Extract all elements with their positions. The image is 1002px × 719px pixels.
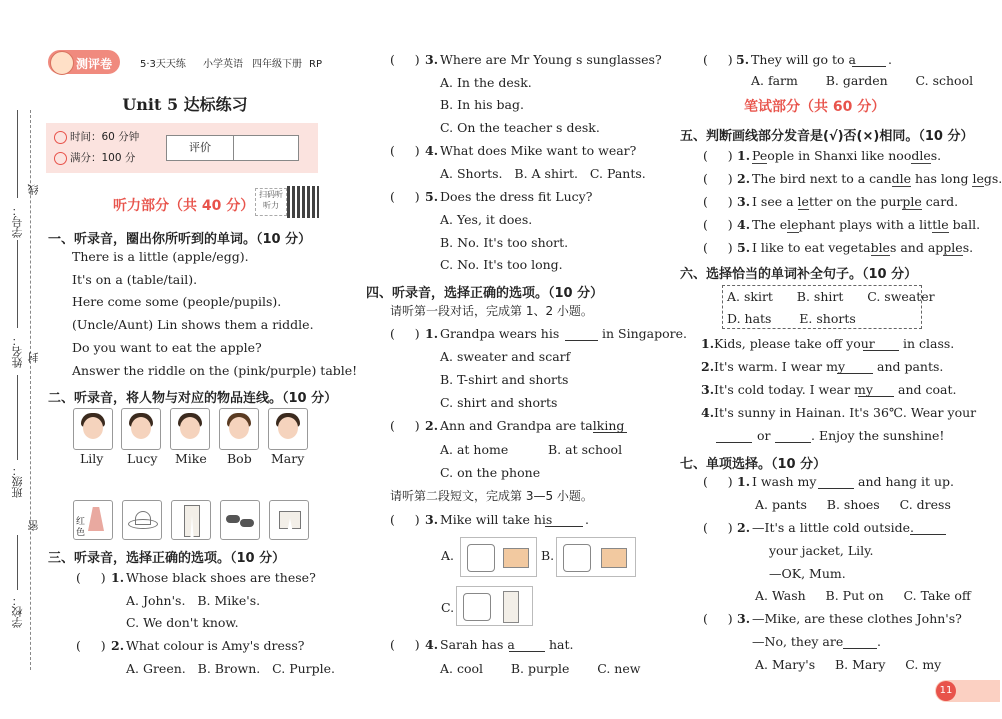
s3-q1-text: Whose black shoes are these?: [126, 570, 316, 585]
s3-q4-options: A. Shorts. B. A shirt. C. Pants.: [440, 166, 646, 181]
s3-q4-paren[interactable]: ( ): [390, 143, 420, 158]
s7-q3-num: 3.: [737, 611, 751, 626]
class-label: 班级：: [11, 465, 24, 498]
student-number-blank: [17, 110, 18, 198]
s4-q2-num: 2.: [425, 418, 439, 433]
s4-q4-text-end: hat.: [549, 637, 574, 652]
s4-q2-blank[interactable]: [593, 422, 627, 433]
s6-q2-blank[interactable]: [837, 363, 873, 374]
s7-q2-paren[interactable]: ( ): [703, 520, 733, 535]
pants-icon-c: [503, 591, 519, 623]
s6-q4-blank-1[interactable]: [716, 432, 752, 443]
s3-q2-num: 2.: [111, 638, 125, 653]
s7-q3-period: .: [877, 634, 881, 649]
s3-q1-options: A. John's. B. Mike's.: [126, 593, 261, 608]
full-score-label: 满分：100 分: [70, 152, 136, 164]
s7-q3-line-2: —No, they are: [752, 634, 844, 649]
section-1-title: 一、听录音，圈出你所听到的单词。（10 分）: [48, 232, 312, 247]
s5-paren[interactable]: ( ): [703, 217, 733, 232]
s4-q2-option-c: C. on the phone: [440, 465, 541, 480]
s3-q3-paren[interactable]: ( ): [390, 52, 420, 67]
eval-input[interactable]: [233, 135, 299, 161]
s6-q4-text: It's sunny in Hainan. It's 36℃. Wear your: [714, 405, 977, 420]
clock-icon: [54, 131, 67, 144]
class-blank: [17, 375, 18, 460]
lily-portrait-icon[interactable]: [73, 408, 113, 450]
written-section-title: 笔试部分（共 60 分）: [744, 99, 886, 115]
s4-q3-paren[interactable]: ( ): [390, 512, 420, 527]
s7-q1-num: 1.: [737, 474, 751, 489]
check-icon: [54, 152, 67, 165]
s3-q3-option-a: A. In the desk.: [440, 75, 532, 90]
s5-sentence: I see a letter on the purple card.: [752, 194, 959, 209]
s6-q2-num: 2.: [701, 359, 715, 374]
s6-q3-text: It's cold today. I wear my: [714, 382, 873, 397]
s5-num: 2.: [737, 171, 751, 186]
listening-section-title: 听力部分（共 40 分）: [113, 198, 255, 214]
s6-q1-text: Kids, please take off your: [714, 336, 875, 351]
s4-q4-options: A. cool B. purple C. new: [440, 661, 641, 676]
section-2-title: 二、听录音，将人物与对应的物品连线。（10 分）: [48, 391, 338, 406]
header-grade: 四年级下册: [252, 59, 302, 70]
s7-q1-text: I wash my: [752, 474, 817, 489]
s3-q1-num: 1.: [111, 570, 125, 585]
s3-q5-num: 5.: [425, 189, 439, 204]
s4-q1-option-b: B. T-shirt and shorts: [440, 372, 569, 387]
s7-q2-text: —It's a little cold outside.: [752, 520, 915, 535]
mary-portrait-icon[interactable]: [268, 408, 308, 450]
s5-num: 1.: [737, 148, 751, 163]
s6-q4-num: 4.: [701, 405, 715, 420]
s4-q3-option-a: A.: [441, 548, 455, 563]
seal-label: 封: [27, 352, 40, 363]
s1-line-4: (Uncle/Aunt) Lin shows them a riddle.: [72, 317, 314, 332]
s6-q2-text-end: and pants.: [877, 359, 944, 374]
name-bob: Bob: [227, 451, 252, 466]
s7-q2-line-3: —OK, Mum.: [769, 566, 846, 581]
s4-q5-text: They will go to a: [751, 52, 856, 67]
name-label: 姓名：: [11, 335, 24, 368]
name-mary: Mary: [271, 451, 305, 466]
header-edition: RP: [309, 59, 322, 70]
s5-sentence: People in Shanxi like noodles.: [752, 148, 942, 163]
shorts-icon: [503, 548, 529, 568]
s3-q3-num: 3.: [425, 52, 439, 67]
header-subject: 小学英语: [203, 59, 243, 70]
s7-q3-text: —Mike, are these clothes John's?: [752, 611, 962, 626]
tshirt-icon-c: [463, 593, 491, 621]
page-number: 11: [936, 681, 956, 701]
s3-q1-paren[interactable]: ( ): [76, 570, 106, 585]
tshirt-icon: [563, 544, 591, 572]
word-bank-row-1: A. skirt B. shirt C. sweater: [727, 289, 935, 304]
s4-q5-options: A. farm B. garden C. school: [751, 73, 974, 88]
s6-q3-text-end: and coat.: [898, 382, 957, 397]
s4-q3-text: Mike will take his: [440, 512, 553, 527]
s4-intro-1: 请听第一段对话，完成第 1、2 小题。: [390, 304, 593, 318]
s4-q2-paren[interactable]: ( ): [390, 418, 420, 433]
s3-q1-option-c: C. We don't know.: [126, 615, 239, 630]
s7-q2-num: 2.: [737, 520, 751, 535]
s4-q1-text-end: in Singapore.: [602, 326, 687, 341]
s6-q4-text-end: . Enjoy the sunshine!: [811, 428, 945, 443]
name-lily: Lily: [80, 451, 104, 466]
s4-q3-option-c: C.: [441, 600, 455, 615]
s5-num: 5.: [737, 240, 751, 255]
badge-label: 测评卷: [76, 57, 113, 71]
s3-q3-text: Where are Mr Young s sunglasses?: [440, 52, 662, 67]
s7-q2-options: A. Wash B. Put on C. Take off: [755, 588, 971, 603]
s4-q1-blank[interactable]: [565, 330, 598, 341]
s5-num: 3.: [737, 194, 751, 209]
s7-q3-blank[interactable]: [843, 638, 877, 649]
s4-q1-option-c: C. shirt and shorts: [440, 395, 558, 410]
shorts-icon[interactable]: [269, 500, 309, 540]
student-number-label: 学号：: [11, 205, 24, 238]
s5-paren[interactable]: ( ): [703, 148, 733, 163]
s3-q4-num: 4.: [425, 143, 439, 158]
s4-q4-blank[interactable]: [509, 641, 545, 652]
s4-q2-options-ab: A. at home B. at school: [440, 442, 623, 457]
seal-line-label: 线: [27, 184, 40, 195]
name-mike: Mike: [175, 451, 207, 466]
s4-q5-period: .: [888, 52, 892, 67]
s5-sentence: The elephant plays with a little ball.: [752, 217, 981, 232]
word-bank-box: [722, 285, 935, 329]
section-4-title: 四、听录音，选择正确的选项。（10 分）: [366, 286, 604, 301]
mike-portrait-icon[interactable]: [170, 408, 210, 450]
s7-q1-text-end: and hang it up.: [858, 474, 955, 489]
s6-q1-blank[interactable]: [863, 340, 899, 351]
s4-q3-num: 3.: [425, 512, 439, 527]
s4-q4-text: Sarah has a: [440, 637, 515, 652]
option-b-picture[interactable]: [556, 537, 636, 577]
s3-q2-paren[interactable]: ( ): [76, 638, 106, 653]
mascot-icon: [50, 51, 74, 75]
s3-q3-option-c: C. On the teacher s desk.: [440, 120, 600, 135]
s3-q5-text: Does the dress fit Lucy?: [440, 189, 593, 204]
lucy-portrait-icon[interactable]: [121, 408, 161, 450]
s1-line-5: Do you want to eat the apple?: [72, 340, 262, 355]
s4-q1-num: 1.: [425, 326, 439, 341]
s6-q2-text: It's warm. I wear my: [714, 359, 846, 374]
s3-q5-option-b: B. No. It's too short.: [440, 235, 569, 250]
shoes-icon[interactable]: [220, 500, 260, 540]
s6-q1-text-end: in class.: [903, 336, 955, 351]
qr-caption: 扫码听听力: [255, 188, 287, 216]
s6-q4-blank-2[interactable]: [775, 432, 811, 443]
s5-paren[interactable]: ( ): [703, 194, 733, 209]
s4-q1-paren[interactable]: ( ): [390, 326, 420, 341]
school-label: 学校：: [11, 595, 24, 628]
s5-sentence: I like to eat vegetables and apples.: [752, 240, 974, 255]
section-6-title: 六、选择恰当的单词补全句子。（10 分）: [680, 267, 918, 282]
qr-code-icon[interactable]: [287, 186, 319, 218]
s6-q3-num: 3.: [701, 382, 715, 397]
school-blank: [17, 535, 18, 590]
s4-q2-text: Ann and Grandpa are talking: [440, 418, 625, 433]
s4-q5-paren[interactable]: ( ): [703, 52, 733, 67]
s7-q3-paren[interactable]: ( ): [703, 611, 733, 626]
s4-q4-paren[interactable]: ( ): [390, 637, 420, 652]
section-7-title: 七、单项选择。（10 分）: [680, 457, 827, 472]
page-number-tab: [935, 680, 1000, 702]
s1-line-6: Answer the riddle on the (pink/purple) table!: [72, 363, 358, 378]
dress-icon[interactable]: [73, 500, 113, 540]
s4-q4-num: 4.: [425, 637, 439, 652]
pants-icon[interactable]: [171, 500, 211, 540]
word-bank-row-2: D. hats E. shorts: [727, 311, 856, 326]
s5-num: 4.: [737, 217, 751, 232]
s6-q3-blank[interactable]: [858, 386, 894, 397]
s3-q2-options: A. Green. B. Brown. C. Purple.: [126, 661, 336, 676]
s4-q3-period: .: [585, 512, 589, 527]
name-lucy: Lucy: [127, 451, 158, 466]
s7-q1-paren[interactable]: ( ): [703, 474, 733, 489]
s4-q1-text: Grandpa wears his: [440, 326, 560, 341]
s1-line-2: It's on a (table/tail).: [72, 272, 198, 287]
s4-intro-2: 请听第二段短文，完成第 3—5 小题。: [390, 489, 593, 503]
s4-q5-blank[interactable]: [852, 56, 886, 67]
s1-line-3: Here come some (people/pupils).: [72, 294, 282, 309]
s7-q2-blank[interactable]: [910, 524, 946, 535]
s1-line-1: There is a little (apple/egg).: [72, 249, 249, 264]
s3-q5-option-a: A. Yes, it does.: [440, 212, 533, 227]
s7-q3-options: A. Mary's B. Mary C. my: [755, 657, 942, 672]
s3-q2-text: What colour is Amy's dress?: [126, 638, 305, 653]
option-a-picture[interactable]: [460, 537, 537, 577]
name-blank: [17, 240, 18, 328]
hat-icon[interactable]: [122, 500, 162, 540]
s5-sentence: The bird next to a candle has long legs.: [752, 171, 1002, 186]
s4-q5-num: 5.: [736, 52, 750, 67]
score-panel: [46, 123, 318, 173]
shorts-icon-b: [601, 548, 627, 568]
option-c-picture[interactable]: [456, 586, 533, 626]
bob-portrait-icon[interactable]: [219, 408, 259, 450]
red-label: 红色: [76, 517, 86, 538]
page-title: Unit 5 达标练习: [122, 95, 248, 114]
s4-q1-option-a: A. sweater and scarf: [440, 349, 571, 364]
section-3-title: 三、听录音，选择正确的选项。（10 分）: [48, 551, 286, 566]
s3-q5-paren[interactable]: ( ): [390, 189, 420, 204]
s6-q4-or: or: [757, 428, 771, 443]
secret-label: 密: [27, 520, 40, 531]
s4-q3-blank[interactable]: [545, 516, 583, 527]
jacket-icon: [467, 544, 495, 572]
time-label: 时间：60 分钟: [70, 131, 140, 143]
s4-q3-option-b: B.: [541, 548, 555, 563]
badge: [48, 50, 120, 74]
s7-q1-options: A. pants B. shoes C. dress: [755, 497, 951, 512]
s3-q4-text: What does Mike want to wear?: [440, 143, 637, 158]
eval-label: 评价: [166, 135, 234, 161]
section-5-title: 五、判断画线部分发音是(√)否(×)相同。（10 分）: [680, 129, 974, 144]
s3-q5-option-c: C. No. It's too long.: [440, 257, 563, 272]
header-series: 5·3天天练: [140, 59, 186, 70]
s5-paren[interactable]: ( ): [703, 171, 733, 186]
s7-q1-blank[interactable]: [818, 478, 854, 489]
s6-q1-num: 1.: [701, 336, 715, 351]
s7-q2-line-2: your jacket, Lily.: [769, 543, 874, 558]
s3-q3-option-b: B. In his bag.: [440, 97, 524, 112]
s5-paren[interactable]: ( ): [703, 240, 733, 255]
